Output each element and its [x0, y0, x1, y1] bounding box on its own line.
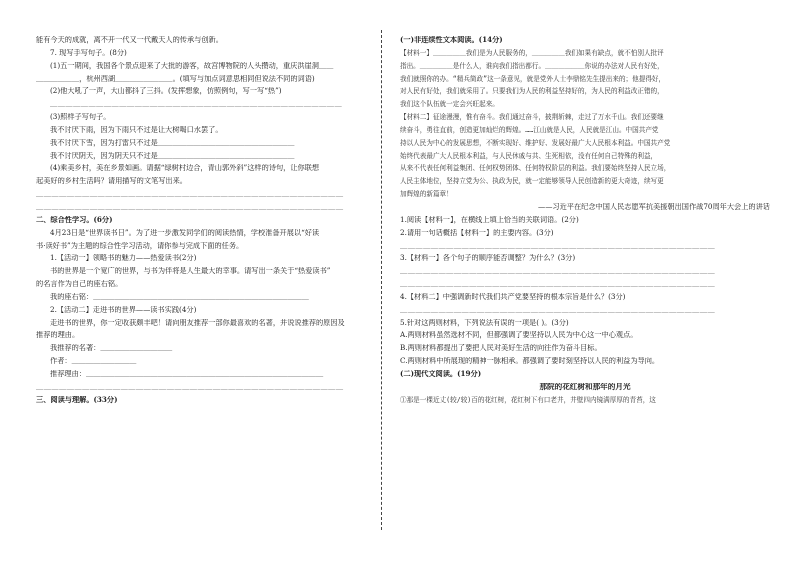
right-column-line: 对人民有好处，我们就采用了。只要我们为人民的利益坚持好的，为人民的利益改正错的， [400, 87, 664, 96]
right-column-line: 续奋斗，勇往直前，创造更加灿烂的辉煌。……江山就是人民，人民就是江山。中国共产党 [400, 125, 659, 134]
right-column-line: 4.【材料二】中强调新时代我们共产党要坚持的根本宗旨是什么？(3分) [400, 292, 626, 301]
right-column-line: 2.请用一句话概括【材料一】的主要内容。(3分) [400, 228, 554, 237]
right-column-line: 加辉煌的新篇章！ [400, 190, 453, 199]
left-column-line: 推荐理由：＿＿＿＿＿＿＿＿＿＿＿＿＿＿＿＿＿＿＿＿＿＿＿＿＿＿＿＿＿＿＿＿＿ [50, 369, 324, 378]
right-column-line: ①那是一棵近丈(较/较)百的花红树，花红树下有口老井，井壁四内镜满厚厚的青苔，这 [400, 395, 656, 404]
left-column-line: 我的座右铭：＿＿＿＿＿＿＿＿＿＿＿＿＿＿＿＿＿＿＿＿＿＿＿＿＿＿＿＿＿＿ [50, 292, 309, 301]
left-column-line: ＿＿＿＿＿＿＿＿＿＿＿＿＿＿＿＿＿＿＿＿＿＿＿＿＿＿＿＿＿＿＿＿＿＿＿＿＿＿ [50, 100, 343, 109]
right-column-line: 1.阅读【材料一】，在横线上填上恰当的关联词语。(2分) [400, 215, 579, 224]
right-column-line: B.两则材料都提出了要把人民对美好生活的向往作为奋斗目标。 [400, 344, 602, 353]
left-column-line: 书的世界是一个宽广的世界，与书为伴将是人生最大的幸事。请写出一条关于“热爱读书” [50, 267, 331, 276]
right-column-line: C.两则材料中所展现的精神一脉相承。都强调了要时刻坚持以人民的利益为导向。 [400, 357, 660, 366]
right-column-line: 持以人民为中心的发展思想，不断实现好、维护好、发展好最广大人民根本利益。中国共产党 [400, 138, 671, 147]
right-column-line: 3.【材料一】各个句子的顺序能否调整？为什么？(3分) [400, 254, 576, 263]
right-column-line: 从来不代表任何利益集团、任何权势团体、任何特权阶层的利益。我们要始终坚持人民立场， [400, 164, 671, 173]
right-column-line: 【材料二】征途漫漫，惟有奋斗。我们通过奋斗，披荆斩棘，走过了万水千山。我们还要继 [400, 113, 664, 122]
right-column-line: 5.针对这两则材料，下列说法有误的一项是( )。(3分) [400, 318, 569, 327]
right-column-line: ＿＿＿＿＿＿＿＿＿＿＿＿＿＿＿＿＿＿＿＿＿＿＿＿＿＿＿＿＿＿＿＿＿＿＿＿＿＿＿＿＿ [400, 280, 716, 289]
right-column-line: A.两则材料虽然选材不同，但都强调了要坚持以人民为中心这一中心观点。 [400, 331, 638, 340]
right-column-line: ＿＿＿＿＿＿＿＿＿＿＿＿＿＿＿＿＿＿＿＿＿＿＿＿＿＿＿＿＿＿＿＿＿＿＿＿＿＿＿＿＿ [400, 267, 716, 276]
right-column-line: 【材料一】＿＿＿＿＿我们是为人民服务的，＿＿＿＿＿我们如果有缺点，就不怕别人批评 [400, 48, 664, 57]
left-column-line: 我推荐的名著：＿＿＿＿＿＿＿＿＿＿ [50, 344, 173, 353]
right-column-line: 那院的花红树和那年的月光 [539, 382, 631, 391]
left-column-line: ＿＿＿＿＿＿，杭州西湖＿＿＿＿＿＿＿＿。(填写与加点词意思相同但说法不同的词语) [36, 74, 315, 83]
left-column [36, 36, 366, 408]
left-column-line: (4)乘美乡村，美在乡景如画。请据“绿树村边合，青山郭外斜”这样的诗句，让你联想 [50, 164, 320, 173]
left-column-line: 起美好的乡村生活吗？请用描写的文笔写出来。 [36, 177, 187, 186]
right-column-line: 我们就照你的办。“精兵简政”这一条意见，就是党外人士李鼎铭先生提出来的；他提得好， [400, 74, 666, 83]
left-column-line: (2)他大吼了一声，大山都抖了三抖。(发挥想象，仿照例句，写一写“热”) [50, 87, 282, 96]
right-column-line: 人民主体地位，坚持立党为公、执政为民，就一定能够领导人民创造新的更大奇迹，续写更 [400, 177, 664, 186]
left-column-line: 我不讨厌阴天，因为阴天只不过是＿＿＿＿＿＿＿＿＿＿＿＿＿＿＿＿＿＿＿ [50, 151, 295, 160]
left-column-line: 书·读好书”为主题的综合性学习活动，请你参与完成下面的任务。 [36, 241, 244, 250]
column-divider [381, 30, 382, 530]
left-column-line: 推荐的理由。 [36, 331, 80, 340]
right-column-line: (二)现代文阅读。(19分) [400, 369, 482, 378]
left-column-line: 我不讨厌下雨，因为下雨只不过是让大树喝口水罢了。 [50, 125, 223, 134]
left-column-line: 2.【活动二】走进书的世界——读书实践(4分) [50, 305, 197, 314]
left-column-line: ＿＿＿＿＿＿＿＿＿＿＿＿＿＿＿＿＿＿＿＿＿＿＿＿＿＿＿＿＿＿＿＿＿＿＿＿＿＿＿＿ [36, 202, 344, 211]
right-column-line: ＿＿＿＿＿＿＿＿＿＿＿＿＿＿＿＿＿＿＿＿＿＿＿＿＿＿＿＿＿＿＿＿＿＿＿＿＿＿＿＿＿ [400, 241, 716, 250]
left-column-line: 7. 现写手写句子。(8分) [50, 48, 127, 57]
right-column-line: 指出。＿＿＿＿＿是什么人，谁向我们指出都行。＿＿＿＿＿＿你说的办法对人民有好处， [400, 61, 664, 70]
left-column-line: 三、阅读与理解。(33分) [36, 395, 118, 404]
left-column-line: 的名言作为自己的座右铭。 [36, 280, 123, 289]
left-column-line: 二、综合性学习。(6分) [36, 215, 113, 224]
left-column-line: 走进书的世界，你一定收获颇丰吧！请向朋友推荐一部你最喜欢的名著，并说说推荐的原因及 [50, 318, 345, 327]
right-column-line: ——习近平在纪念中国人民志愿军抗美援朝出国作战70周年大会上的讲话 [538, 202, 770, 211]
right-column-line: (一)非连续性文本阅读。(14分) [400, 36, 503, 44]
right-column-line: 我们这个队伍就一定会兴旺起来。 [400, 100, 499, 109]
right-column-line: 始终代表最广大人民根本利益，与人民休戚与共、生死相依，没有任何自己特殊的利益， [400, 151, 658, 160]
right-column-line: ＿＿＿＿＿＿＿＿＿＿＿＿＿＿＿＿＿＿＿＿＿＿＿＿＿＿＿＿＿＿＿＿＿＿＿＿＿＿＿＿＿ [400, 305, 716, 314]
left-column-line: 1.【活动一】领略书的魅力——热爱读书(2分) [50, 254, 197, 263]
left-column-line: ＿＿＿＿＿＿＿＿＿＿＿＿＿＿＿＿＿＿＿＿＿＿＿＿＿＿＿＿＿＿＿＿＿＿＿＿＿＿＿＿ [36, 382, 344, 391]
left-column-line: (3)照样子写句子。 [50, 113, 111, 122]
left-column-line: 作者：＿＿＿＿＿＿＿＿＿ [50, 357, 137, 366]
left-column-line: 能有今天的成就，离不开一代又一代戴天人的传承与创新。 [36, 36, 223, 44]
left-column-line: ＿＿＿＿＿＿＿＿＿＿＿＿＿＿＿＿＿＿＿＿＿＿＿＿＿＿＿＿＿＿＿＿＿＿＿＿＿＿＿＿ [36, 190, 344, 199]
left-column-line: (1)五一期间，我国各个景点迎来了大批的游客，故宫博物院的人头攒动，重庆洪崖洞＿＿ [50, 61, 334, 70]
left-column-line: 我不讨厌下雪，因为打雷只不过是＿＿＿＿＿＿＿＿＿＿＿＿＿＿＿＿＿＿＿ [50, 138, 295, 147]
right-column [400, 36, 770, 408]
left-column-line: 4月23日是“世界读书日”。为了进一步激发同学们的阅读热情，学校准备开展以“好读 [50, 228, 320, 237]
